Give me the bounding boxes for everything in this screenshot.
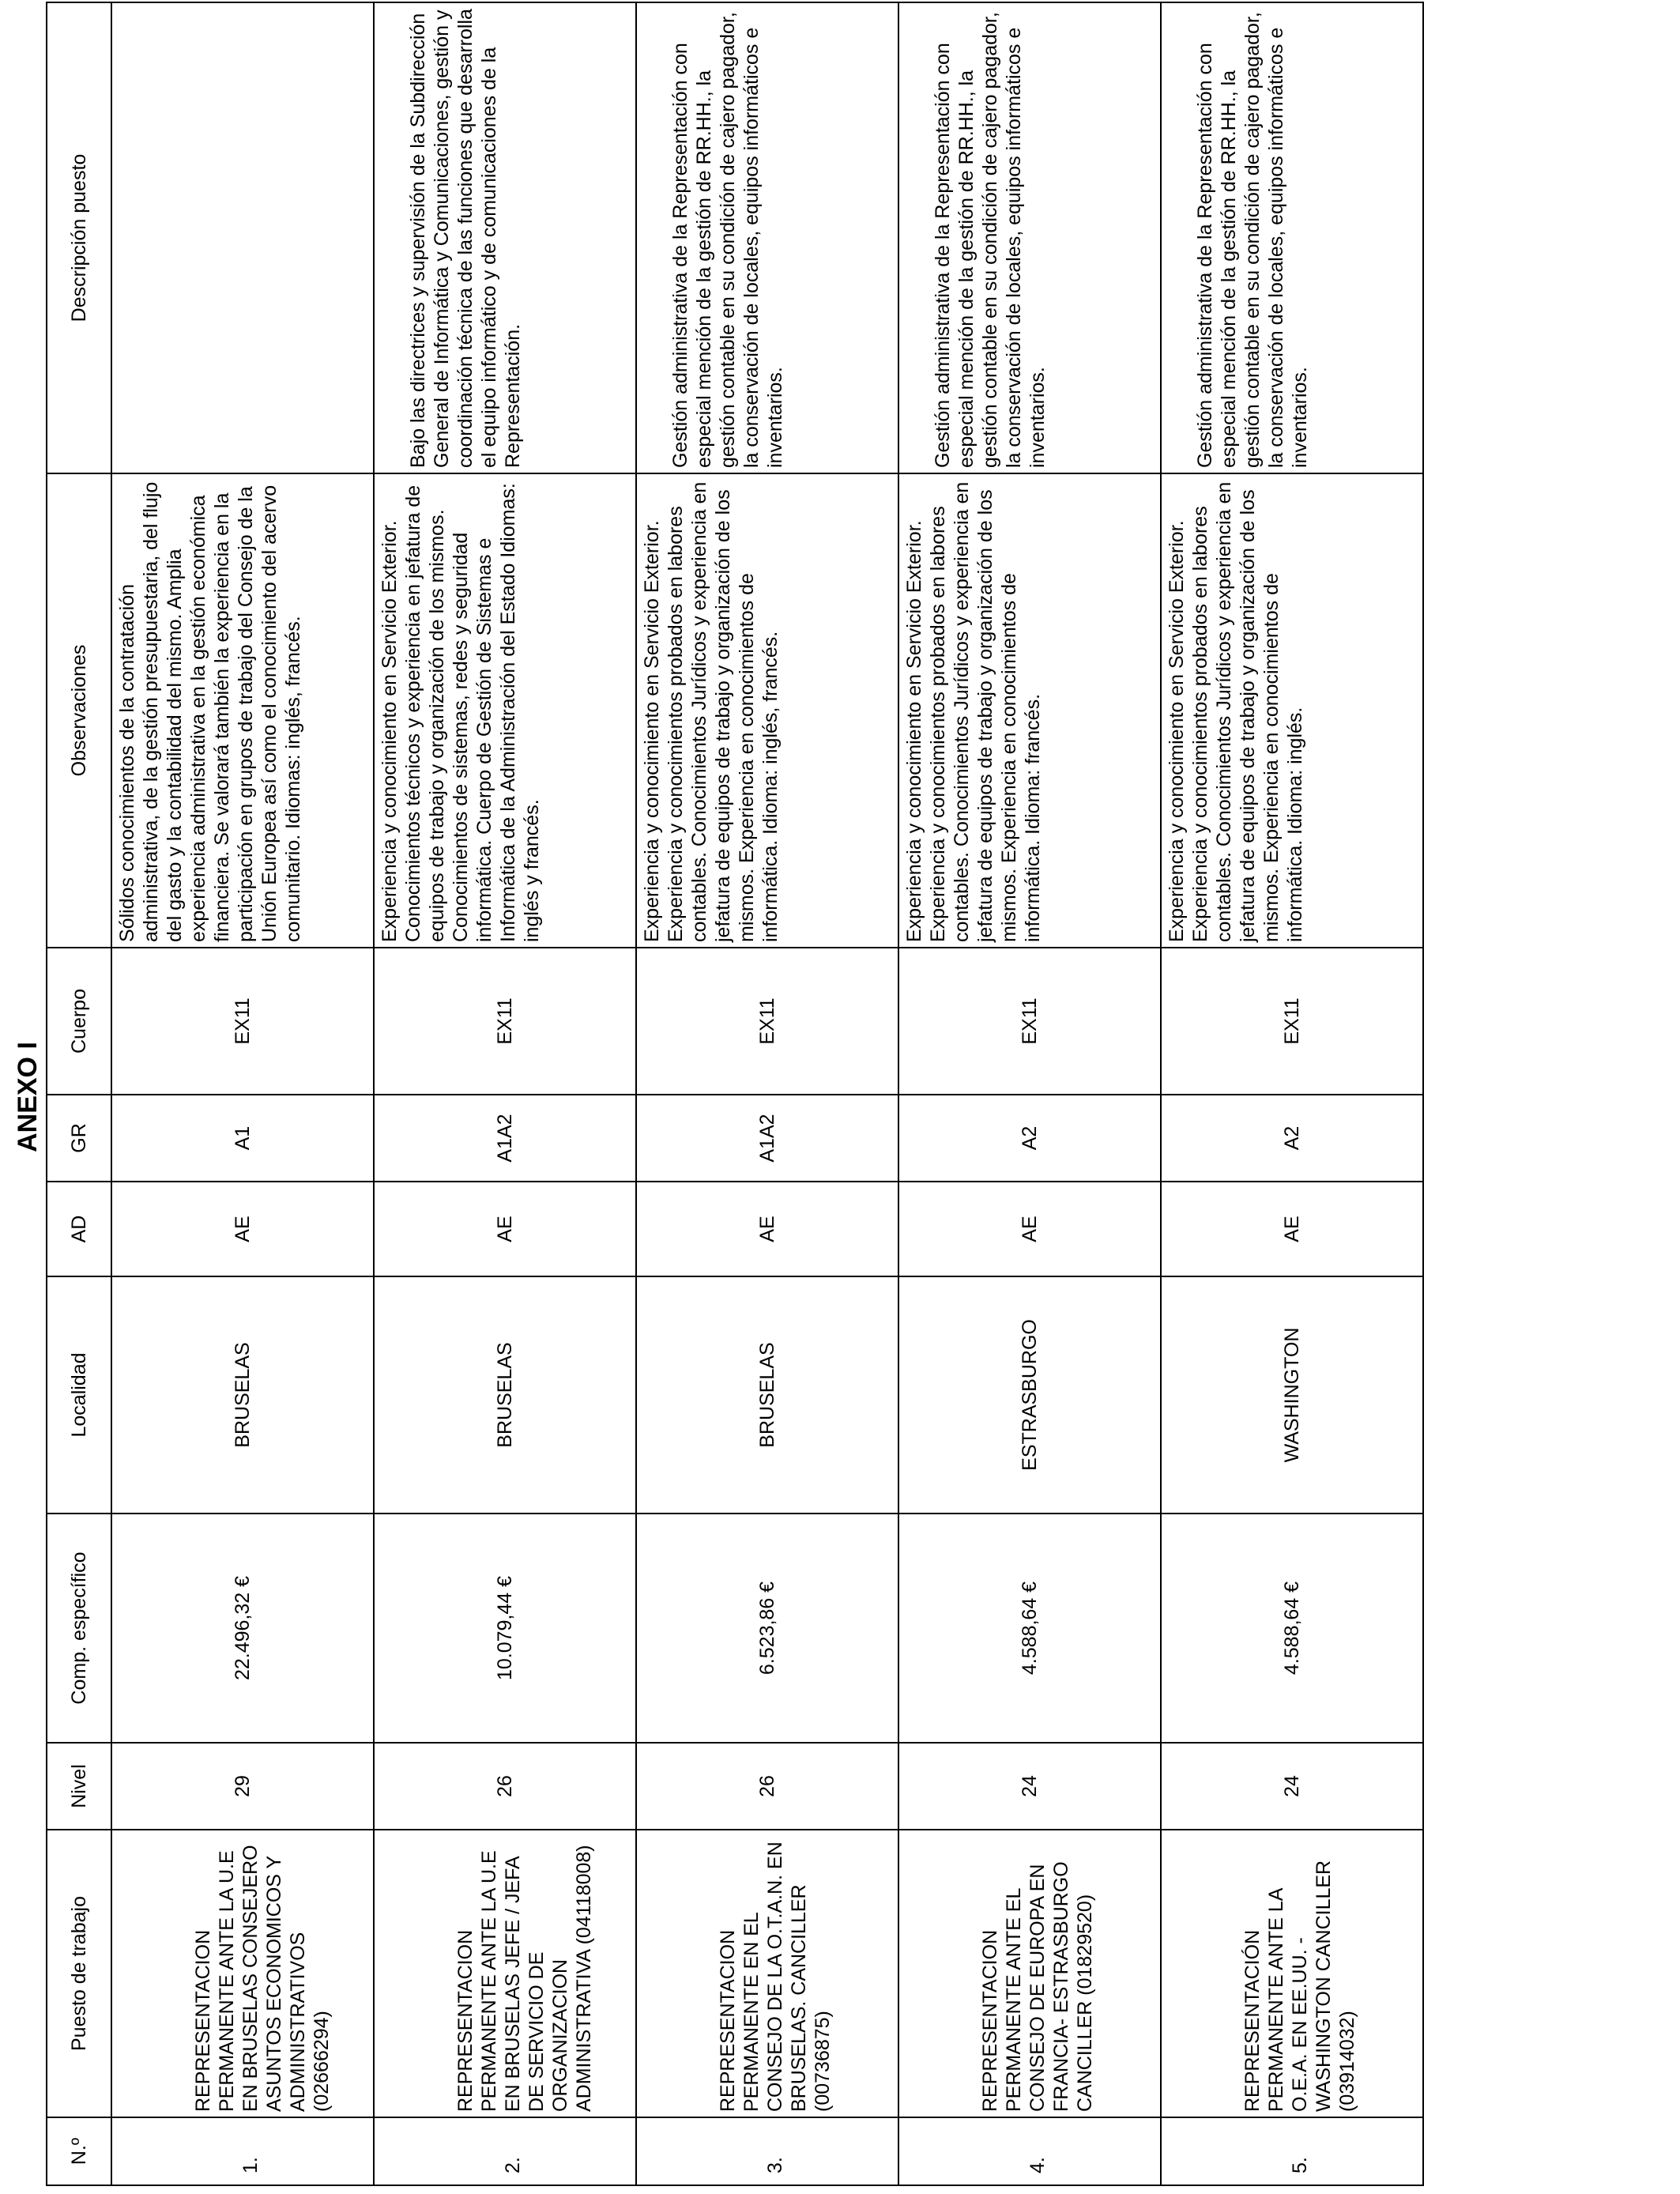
- col-header-n: N.º: [47, 2117, 111, 2185]
- cell-descripcion: Gestión administrativa de la Representación con especial mención de la gestión de RR.HH., la gestión contable en su condición de cajero pagador, la conservación de locales, equipos informáticos e inventarios.: [636, 2, 898, 473]
- cell-gr: A2: [898, 1095, 1161, 1182]
- cell-cuerpo: EX11: [898, 948, 1161, 1095]
- table-row: [636, 2, 898, 2185]
- cell-comp: 4.588,64 €: [1161, 1514, 1423, 1743]
- table-row: [1161, 2, 1423, 2185]
- cell-ad: AE: [374, 1182, 636, 1276]
- cell-localidad: ESTRASBURGO: [898, 1276, 1161, 1514]
- cell-nivel: 26: [374, 1743, 636, 1830]
- col-header-ad: AD: [47, 1182, 111, 1276]
- col-header-cuerpo: Cuerpo: [47, 948, 111, 1095]
- table-row: [374, 2, 636, 2185]
- cell-descripcion: Gestión administrativa de la Representación con especial mención de la gestión de RR.HH., la gestión contable en su condición de cajero pagador, la conservación de locales, equipos informáticos e inventarios.: [1161, 2, 1423, 473]
- cell-puesto: REPRESENTACIÓN PERMANENTE ANTE LA O.E.A. EN EE.UU. - WASHINGTON CANCILLER (03914032): [1161, 1830, 1423, 2117]
- cell-comp: 10.079,44 €: [374, 1514, 636, 1743]
- cell-cuerpo: EX11: [1161, 948, 1423, 1095]
- page-title: ANEXO I: [13, 1042, 43, 1152]
- cell-n: 4.: [898, 2117, 1161, 2185]
- cell-localidad: BRUSELAS: [636, 1276, 898, 1514]
- cell-descripcion: Gestión administrativa de la Representación con especial mención de la gestión de RR.HH., la gestión contable en su condición de cajero pagador, la conservación de locales, equipos informáticos e inventarios.: [898, 2, 1161, 473]
- col-header-gr: GR: [47, 1095, 111, 1182]
- cell-cuerpo: EX11: [111, 948, 374, 1095]
- col-header-puesto: Puesto de trabajo: [47, 1830, 111, 2117]
- cell-observaciones: Experiencia y conocimiento en Servicio Exterior. Experiencia y conocimientos probados en labores contables. Conocimientos Jurídicos y experiencia en jefatura de equipos de trabajo y organización de los mismos. Experiencia en conocimientos de informática. Idioma: inglés, francés.: [636, 473, 898, 948]
- col-header-localidad: Localidad: [47, 1276, 111, 1514]
- cell-puesto: REPRESENTACION PERMANENTE ANTE EL CONSEJO DE EUROPA EN FRANCIA- ESTRASBURGO CANCILLER (01829520): [898, 1830, 1161, 2117]
- cell-localidad: BRUSELAS: [374, 1276, 636, 1514]
- cell-puesto: REPRESENTACION PERMANENTE ANTE LA U.E EN BRUSELAS CONSEJERO ASUNTOS ECONOMICOS Y ADMINISTRATIVOS (02666294): [111, 1830, 374, 2117]
- cell-comp: 6.523,86 €: [636, 1514, 898, 1743]
- col-header-observaciones: Observaciones: [47, 473, 111, 948]
- cell-gr: A1A2: [636, 1095, 898, 1182]
- cell-cuerpo: EX11: [374, 948, 636, 1095]
- cell-gr: A1: [111, 1095, 374, 1182]
- cell-gr: A1A2: [374, 1095, 636, 1182]
- cell-localidad: WASHINGTON: [1161, 1276, 1423, 1514]
- cell-observaciones: Sólidos conocimientos de la contratación administrativa, de la gestión presupuestaria, del flujo del gasto y la contabilidad del mismo. Amplia experiencia administrativa en la gestión económica financiera. Se valorará también la experiencia en la participación en grupos de trabajo del Consejo de la Unión Europea así como el conocimiento del acervo comunitario. Idiomas: inglés, francés.: [111, 473, 374, 948]
- cell-nivel: 29: [111, 1743, 374, 1830]
- cell-observaciones: Experiencia y conocimiento en Servicio Exterior. Experiencia y conocimientos probados en labores contables. Conocimientos Jurídicos y experiencia en jefatura de equipos de trabajo y organización de los mismos. Experiencia en conocimientos de informática. Idioma: inglés.: [1161, 473, 1423, 948]
- cell-nivel: 26: [636, 1743, 898, 1830]
- cell-gr: A2: [1161, 1095, 1423, 1182]
- cell-descripcion: Bajo las directrices y supervisión de la Subdirección General de Informática y Comunicaciones, gestión y coordinación técnica de las funciones que desarrolla el equipo informático y de comunicaciones de la Representación.: [374, 2, 636, 473]
- table-row: [111, 2, 374, 2185]
- cell-observaciones: Experiencia y conocimiento en Servicio Exterior. Experiencia y conocimientos probados en labores contables. Conocimientos Jurídicos y experiencia en jefatura de equipos de trabajo y organización de los mismos. Experiencia en conocimientos de informática. Idioma: francés.: [898, 473, 1161, 948]
- cell-nivel: 24: [898, 1743, 1161, 1830]
- cell-observaciones: Experiencia y conocimiento en Servicio Exterior. Conocimientos técnicos y experiencia en jefatura de equipos de trabajo y organización de los mismos. Conocimientos de sistemas, redes y seguridad informática. Cuerpo de Gestión de Sistemas e Informática de la Administración del Estado Idiomas: inglés y francés.: [374, 473, 636, 948]
- col-header-nivel: Nivel: [47, 1743, 111, 1830]
- cell-puesto: REPRESENTACION PERMANENTE ANTE LA U.E EN BRUSELAS JEFE / JEFA DE SERVICIO DE ORGANIZACION ADMINISTRATIVA (04118008): [374, 1830, 636, 2117]
- table-header-row: [47, 2, 111, 2185]
- table-row: [898, 2, 1161, 2185]
- cell-comp: 4.588,64 €: [898, 1514, 1161, 1743]
- cell-nivel: 24: [1161, 1743, 1423, 1830]
- cell-n: 2.: [374, 2117, 636, 2185]
- cell-ad: AE: [636, 1182, 898, 1276]
- col-header-descripcion: Descripción puesto: [47, 2, 111, 473]
- cell-n: 5.: [1161, 2117, 1423, 2185]
- cell-n: 3.: [636, 2117, 898, 2185]
- cell-descripcion: [111, 2, 374, 473]
- cell-puesto: REPRESENTACION PERMANENTE EN EL CONSEJO DE LA O.T.A.N. EN BRUSELAS. CANCILLER (00736875): [636, 1830, 898, 2117]
- cell-ad: AE: [111, 1182, 374, 1276]
- cell-localidad: BRUSELAS: [111, 1276, 374, 1514]
- cell-n: 1.: [111, 2117, 374, 2185]
- cell-ad: AE: [1161, 1182, 1423, 1276]
- cell-cuerpo: EX11: [636, 948, 898, 1095]
- col-header-comp: Comp. específico: [47, 1514, 111, 1743]
- cell-comp: 22.496,32 €: [111, 1514, 374, 1743]
- positions-table: [46, 2, 1424, 2186]
- cell-ad: AE: [898, 1182, 1161, 1276]
